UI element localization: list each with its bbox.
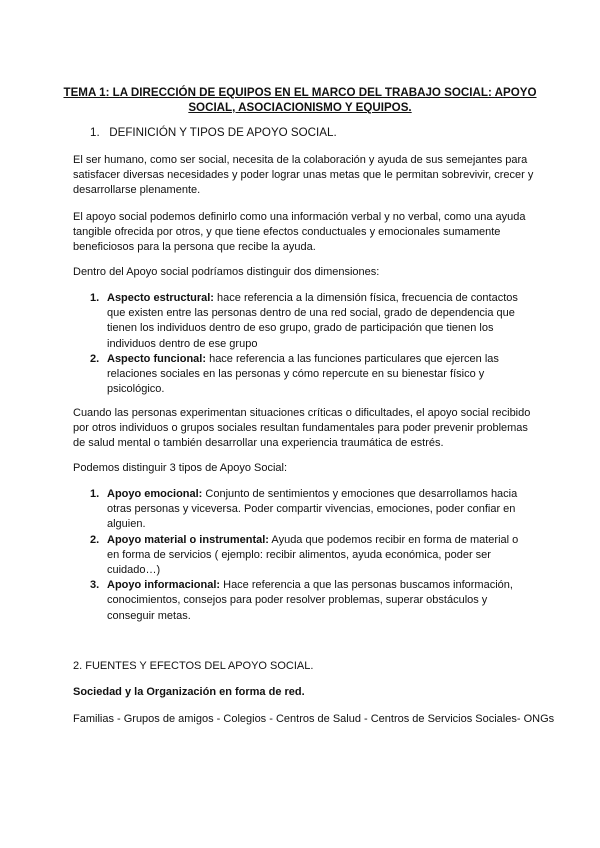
sources-line: Familias - Grupos de amigos - Colegios - Centros de Salud - Centros de Servicios Sociales- ONGs: [73, 713, 555, 725]
section-1-heading: [90, 126, 337, 139]
title-line-2: SOCIAL, ASOCIACIONISMO Y EQUIPOS.: [188, 101, 412, 114]
list-text: Ayuda que podemos recibir en forma de material o en forma de servicios ( ejemplo: recibir alimentos, ayuda económica, poder ser cuidado…): [107, 533, 519, 577]
section-1-label: DEFINICIÓN Y TIPOS DE APOYO SOCIAL.: [109, 126, 337, 139]
list-text: Conjunto de sentimientos y emociones que desarrollamos hacia otras personas y viceversa. Poder compartir vivencias, emociones, poder confiar en alguien.: [107, 488, 518, 531]
paragraph-2: El apoyo social podemos definirlo como una información verbal y no verbal, como una ayuda tangible ofrecida por otros, y que tiene efectos conductuales y emocionales sumamente beneficiosos para la persona que recibe la ayuda.: [73, 211, 526, 254]
title-line-1: TEMA 1: LA DIRECCIÓN DE EQUIPOS EN EL MARCO DEL TRABAJO SOCIAL: APOYO: [63, 86, 537, 99]
list-term: Aspecto estructural:: [107, 292, 214, 304]
list-term: Apoyo emocional:: [107, 488, 203, 500]
paragraph-1: El ser humano, como ser social, necesita de la colaboración y ayuda de sus semejantes para satisfacer diversas necesidades y poder lograr unas metas que le permitan sobrevivir, crecer y desarrollarse plenamente.: [73, 154, 534, 197]
paragraph-5: Podemos distinguir 3 tipos de Apoyo Social:: [73, 462, 288, 474]
list-number: 2.: [90, 352, 100, 365]
list-number: 1.: [90, 292, 100, 304]
section-1-number: 1.: [90, 126, 100, 139]
list-item-material: [73, 533, 533, 579]
paragraph-3: Dentro del Apoyo social podríamos distinguir dos dimensiones:: [73, 266, 380, 278]
support-types-list: [73, 487, 533, 624]
list-term: Apoyo informacional:: [107, 579, 221, 592]
list-number: 1.: [90, 488, 100, 500]
subheading: Sociedad y la Organización en forma de red.: [73, 686, 305, 698]
list-item-informational: [73, 578, 533, 624]
paragraph-4: Cuando las personas experimentan situaciones críticas o dificultades, el apoyo social recibido por otros individuos o grupos sociales resultan fundamentales para poder prevenir problemas de salud mental o también desarrollar una experiencia traumática de estrés.: [73, 407, 531, 450]
list-number: 2.: [90, 533, 100, 546]
section-2-heading: 2. FUENTES Y EFECTOS DEL APOYO SOCIAL.: [73, 660, 314, 672]
dimensions-list: [73, 291, 533, 397]
list-term: Apoyo material o instrumental:: [107, 533, 269, 546]
list-text: hace referencia a la dimensión física, frecuencia de contactos que existen entre las personas dentro de una red social, grado de dependencia que tienen los individuos dentro de eso grupo, grado de participación que tienen los individuos dentro de ese grupo: [107, 292, 518, 350]
list-term: Aspecto funcional:: [107, 352, 207, 365]
list-item-emotional: [73, 487, 533, 533]
list-text: hace referencia a las funciones particulares que ejercen las relaciones sociales en las personas y cómo repercute en su bienestar físico y psicológico.: [107, 352, 499, 396]
list-item-structural: [73, 291, 533, 352]
list-text: Hace referencia a que las personas buscamos información, conocimientos, consejos para poder resolver problemas, superar obstáculos y conseguir metas.: [107, 579, 513, 622]
document-title: [60, 85, 540, 115]
list-item-functional: [73, 352, 533, 398]
list-number: 3.: [90, 579, 100, 592]
